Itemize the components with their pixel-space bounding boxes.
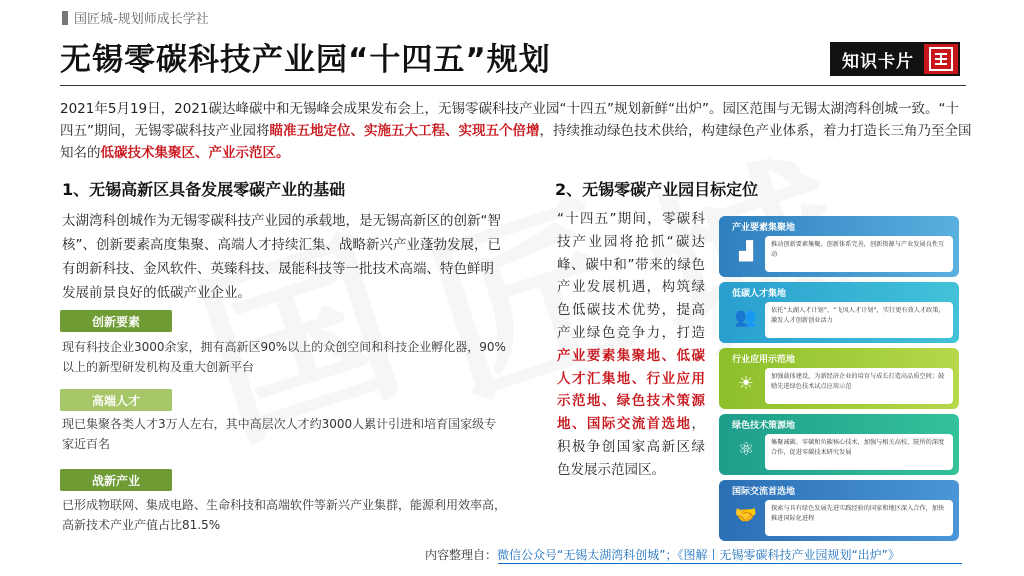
- panel-title: 行业应用示范地: [732, 355, 796, 365]
- source-link[interactable]: 微信公众号“无锡太湖湾科创城”；《图解丨无锡零碳科技产业园规划“出炉”》: [497, 548, 900, 562]
- panel-body: 推动创新要素集聚，创新体系完善，创新资源与产业发展良性互动: [765, 236, 953, 272]
- intro-text: 2021年5月19日，2021碳达峰碳中和无锡峰会成果发布会上，无锡零碳科技产业园“十四五”规划新鲜“出炉”。园区范围与无锡太湖湾科创城一致。“十四五”期间，无锡零碳科技产业园将: [60, 101, 959, 139]
- section-2-text: ，积极争创国家高新区绿色发展示范园区。: [557, 416, 705, 478]
- title-divider: [60, 85, 966, 86]
- panel-international: [719, 480, 959, 541]
- brand-logo-icon: [924, 44, 958, 74]
- panel-title: 国际交流首选地: [732, 487, 796, 497]
- tag-industry-desc: 已形成物联网、集成电路、生命科技和高端软件等新兴产业集群，能源利用效率高，高新技术产业产值占比81.5%: [62, 498, 507, 532]
- tag-emerging-industry: 战新产业: [60, 469, 172, 491]
- panel-industry-cluster: [719, 216, 959, 277]
- tag-innovation-elements: 创新要素: [60, 310, 172, 332]
- panel-title: 绿色技术策源地: [732, 421, 796, 431]
- people-icon: 👥: [734, 306, 758, 328]
- page-title: 无锡零碳科技产业园“十四五”规划: [60, 42, 551, 78]
- panel-green-tech: [719, 414, 959, 475]
- section-2-paragraph: [557, 208, 705, 482]
- knowledge-card-badge: [830, 42, 960, 76]
- org-header: [62, 8, 209, 27]
- header-bar-mark: [62, 11, 68, 25]
- intro-text: ，持续推动绿色技术供给，构建绿色产业体系，着力打造长三角乃至全国知名的: [60, 123, 972, 161]
- intro-paragraph: [60, 98, 972, 164]
- tag-high-end-talent: 高端人才: [60, 389, 172, 411]
- factory-icon: ▟: [739, 240, 753, 262]
- panel-body: 探索与具有绿色发展先进实践经验的国家和地区深入合作，加快推进国际化进程: [765, 500, 953, 536]
- org-name: 国匠城-规划师成长学社: [74, 12, 209, 27]
- section-1-heading: 1、无锡高新区具备发展零碳产业的基础: [62, 180, 346, 199]
- positioning-panels: [719, 216, 959, 546]
- panel-title: 低碳人才集地: [732, 289, 787, 299]
- section-2-heading: 2、无锡零碳产业园目标定位: [555, 180, 759, 199]
- section-2-highlight: 产业要素集聚地、低碳人才汇集地、行业应用示范地、绿色技术策源地、国际交流首选地: [557, 347, 705, 433]
- tag-innovation-desc: 现有科技企业3000余家，拥有高新区90%以上的众创空间和科技企业孵化器，90%以上的新型研发机构及重大创新平台: [62, 340, 506, 374]
- solar-icon: ☀: [737, 372, 755, 394]
- handshake-icon: 🤝: [734, 504, 758, 526]
- intro-highlight: 低碳技术集聚区、产业示范区。: [100, 145, 290, 161]
- intro-highlight: 瞄准五地定位、实施五大工程、实现五个倍增: [269, 123, 540, 139]
- atom-icon: ⚛: [737, 438, 755, 460]
- card-label: 知识卡片: [832, 44, 924, 74]
- tag-talent-desc: 现已集聚各类人才3万人左右，其中高层次人才约3000人累计引进和培育国家级专家近百名: [62, 417, 497, 451]
- section-1-paragraph: 太湖湾科创城作为无锡零碳科技产业园的承载地，是无锡高新区的创新“智核”、创新要素高度集聚、高端人才持续汇集、战略新兴产业蓬勃发展，已有朗新科技、金风软件、英臻科技、晟能科技等一批技术高端、特色鲜明发展前景良好的低碳产业企业。: [62, 213, 501, 301]
- source-label: 内容整理自：: [425, 548, 498, 562]
- source-underline: [498, 563, 962, 564]
- panel-body: 集聚减碳、零碳和负碳核心技术，加强与相关高校、院所的深度合作，促进零碳技术研究发展: [765, 434, 953, 470]
- panel-body: 加强载体建设，为新经济企业的培育与成长打造高品质空间；鼓励先进绿色技术试点应用示范: [765, 368, 953, 404]
- section-2-text: “十四五”期间，零碳科技产业园将抢抓“碳达峰、碳中和”带来的绿色产业发展机遇，构筑绿色低碳技术优势，提高产业绿色竞争力，打造: [557, 211, 705, 341]
- panel-talent-hub: [719, 282, 959, 343]
- panel-title: 产业要素集聚地: [732, 223, 796, 233]
- panel-application-demo: [719, 348, 959, 409]
- source-citation: [425, 546, 900, 563]
- panel-body: 依托“太湖人才计划”、“飞凤人才计划”，实行更有效人才政策，激发人才创新创业活力: [765, 302, 953, 338]
